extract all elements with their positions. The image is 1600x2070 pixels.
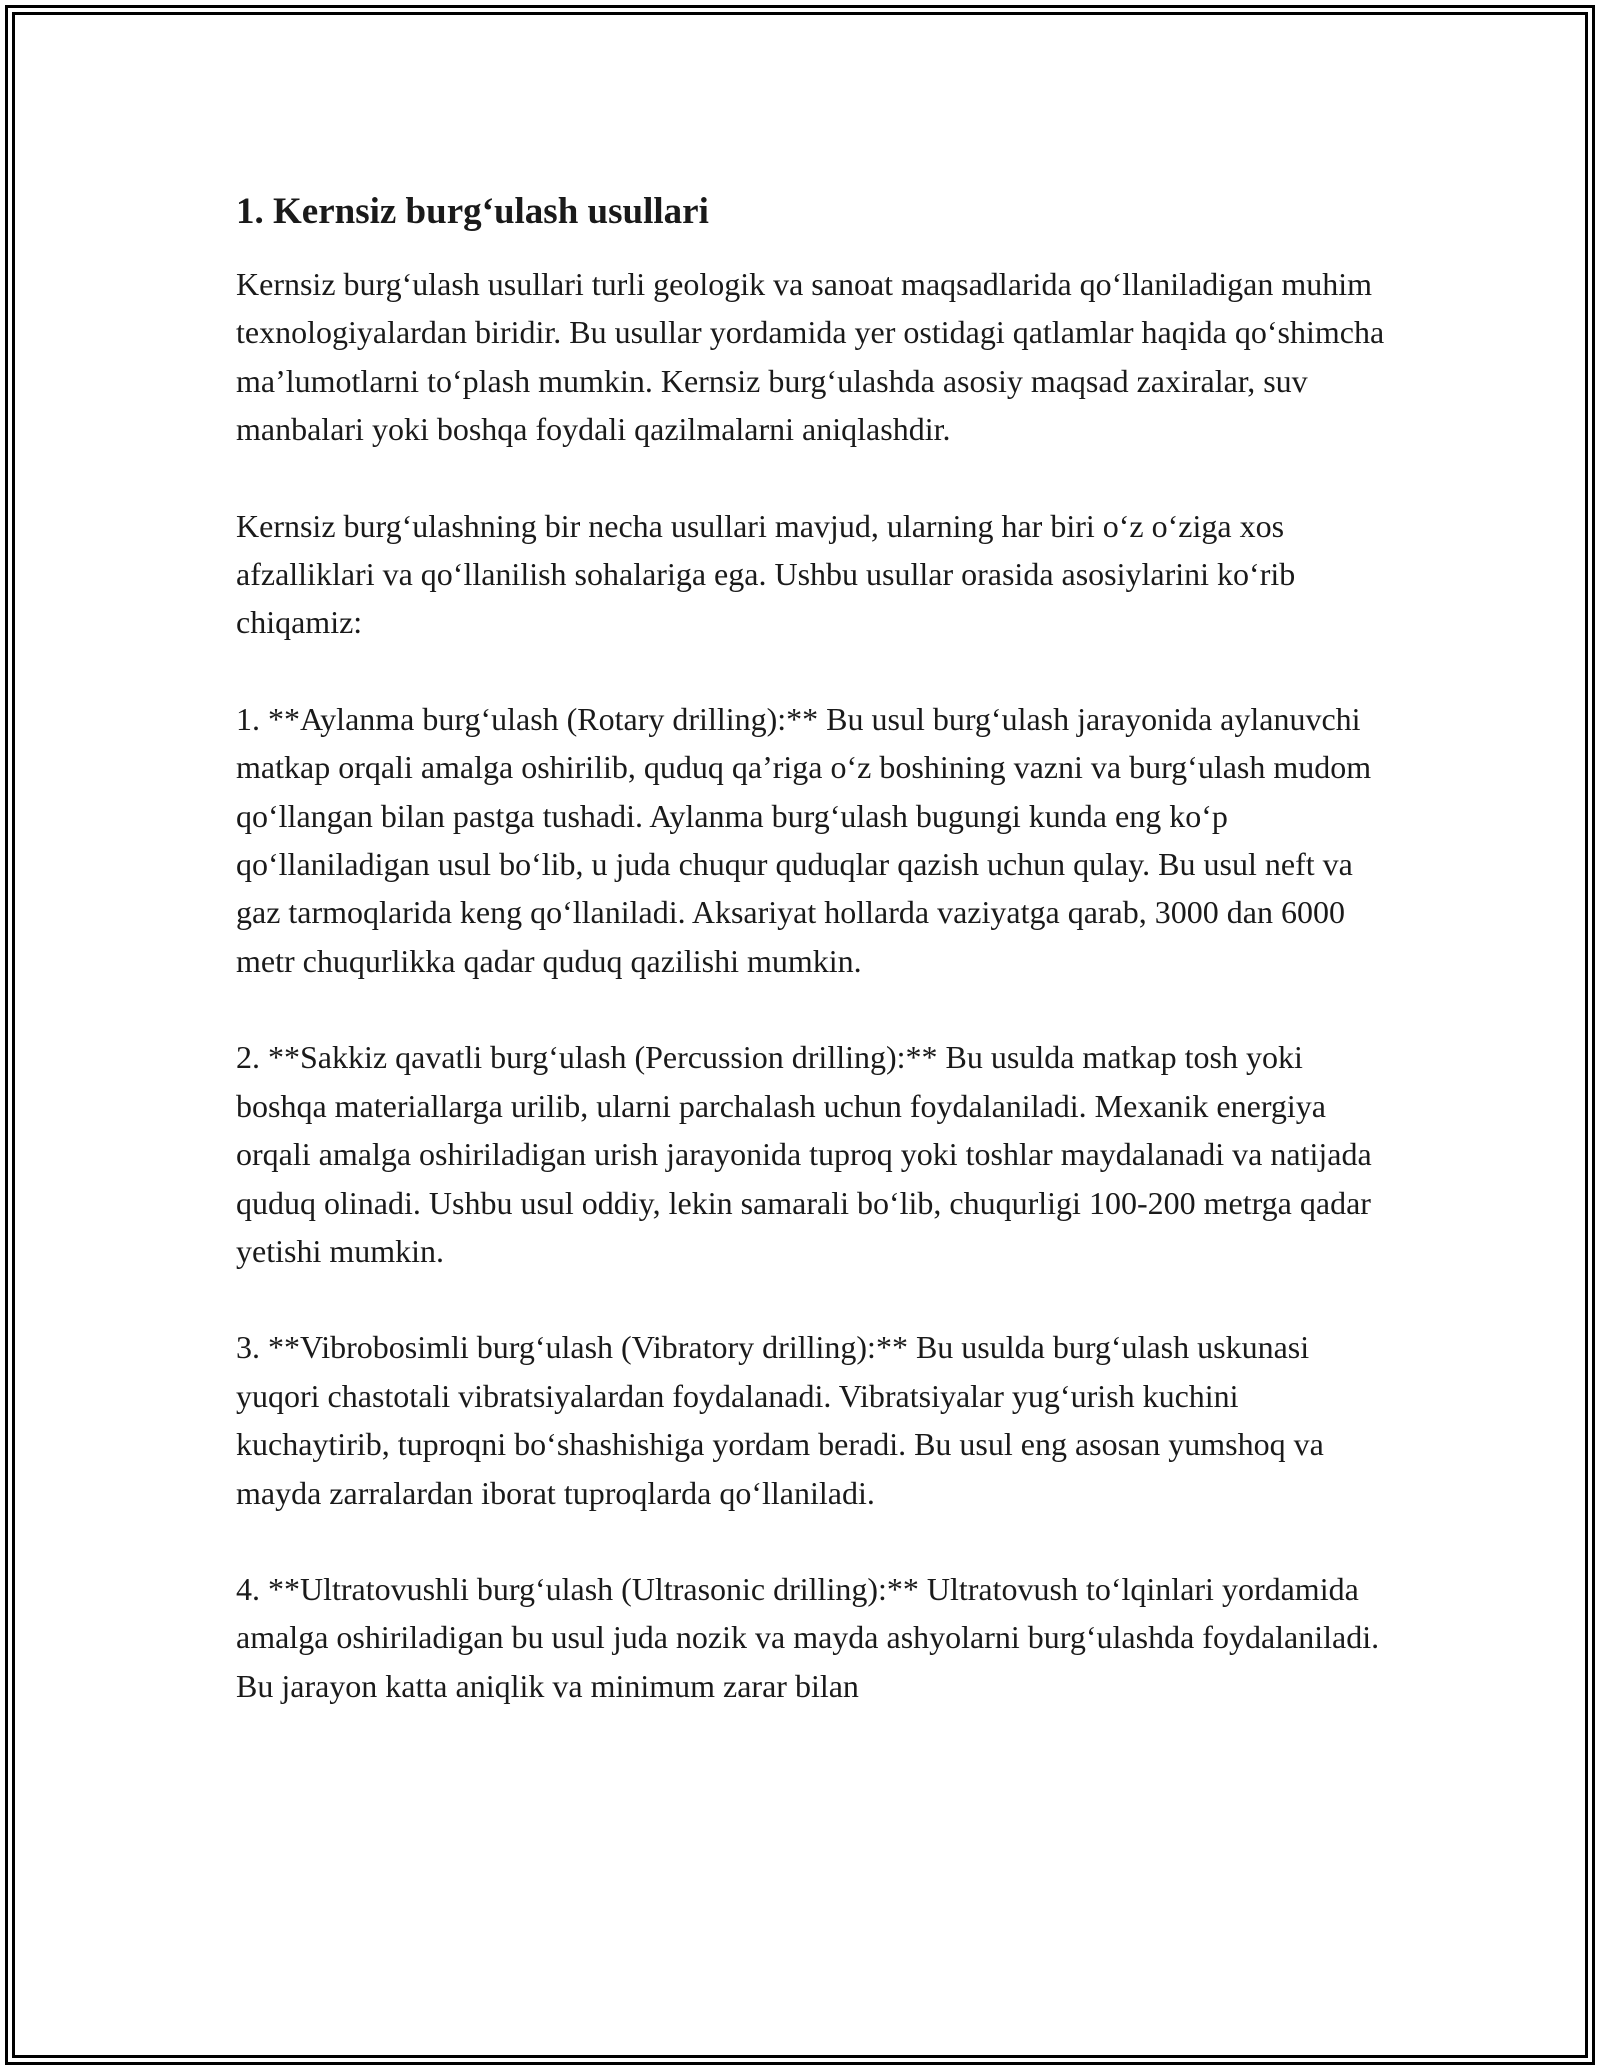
method-percussion-paragraph: 2. **Sakkiz qavatli burg‘ulash (Percussion drilling):** Bu usulda matkap tosh yoki boshqa materiallarga urilib, ularni parchalash uchun foydalaniladi. Mexanik energiya orqali amalga oshiriladigan urish jarayonida tuproq yoki toshlar maydalanadi va natijada quduq olinadi. Ushbu usul oddiy, lekin samarali bo‘lib, chuqurligi 100-200 metrga qadar yetishi mumkin.	[236, 1039, 1372, 1269]
method-rotary-paragraph: 1. **Aylanma burg‘ulash (Rotary drilling):** Bu usul burg‘ulash jarayonida aylanuvchi matkap orqali amalga oshirilib, quduq qa’riga o‘z boshining vazni va burg‘ulash mudom qo‘llangan bilan pastga tushadi. Aylanma burg‘ulash bugungi kunda eng ko‘p qo‘llaniladigan usul bo‘lib, u juda chuqur quduqlar qazish uchun qulay. Bu usul neft va gaz tarmoqlarida keng qo‘llaniladi. Aksariyat hollarda vaziyatga qarab, 3000 dan 6000 metr chuqurlikka qadar quduq qazilishi mumkin.	[236, 700, 1372, 979]
method-ultrasonic-paragraph: 4. **Ultratovushli burg‘ulash (Ultrasonic drilling):** Ultratovush to‘lqinlari yordamida amalga oshiriladigan bu usul juda nozik va mayda ashyolarni burg‘ulashda foydalaniladi. Bu jarayon katta aniqlik va minimum zarar bilan	[236, 1570, 1380, 1704]
method-vibratory-paragraph: 3. **Vibrobosimli burg‘ulash (Vibratory drilling):** Bu usulda burg‘ulash uskunasi yuqori chastotali vibratsiyalardan foydalanadi. Vibratsiyalar yug‘urish kuchini kuchaytirib, tuproqni bo‘shashishiga yordam beradi. Bu usul eng asosan yumshoq va mayda zarralardan iborat tuproqlarda qo‘llaniladi.	[236, 1329, 1324, 1511]
overview-paragraph: Kernsiz burg‘ulashning bir necha usullari mavjud, ularning har biri o‘z o‘ziga xos afzalliklari va qo‘llanilish sohalariga ega. Ushbu usullar orasida asosiylarini ko‘rib chiqamiz:	[236, 507, 1296, 641]
section-heading: 1. Kernsiz burg‘ulash usullari	[236, 191, 709, 232]
intro-paragraph: Kernsiz burg‘ulash usullari turli geologik va sanoat maqsadlarida qo‘llaniladigan muhim texnologiyalardan biridir. Bu usullar yordamida yer ostidagi qatlamlar haqida qo‘shimcha ma’lumotlarni to‘plash mumkin. Kernsiz burg‘ulashda asosiy maqsad zaxiralar, suv manbalari yoki boshqa foydali qazilmalarni aniqlashdir.	[236, 266, 1385, 448]
document-page	[236, 186, 1396, 1710]
